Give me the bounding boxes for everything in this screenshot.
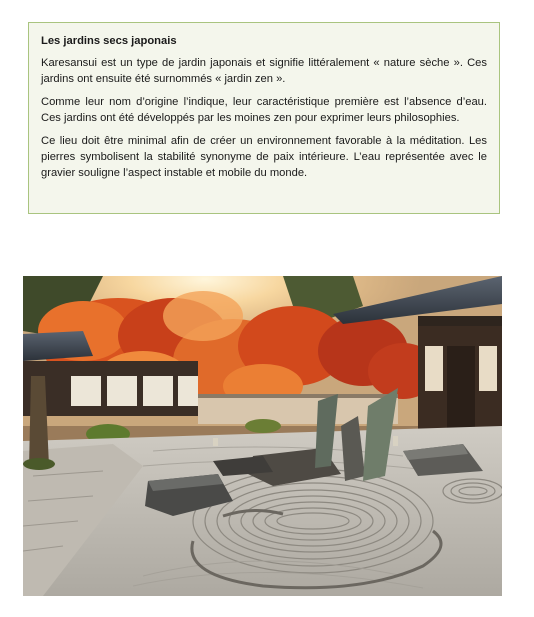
box-title: Les jardins secs japonais bbox=[41, 35, 177, 47]
zen-garden-photo bbox=[23, 276, 502, 596]
text-box bbox=[28, 22, 500, 214]
paragraph-origin: Comme leur nom d’origine l’indique, leur caractéristique première est l’absence d’eau. Ces jardins ont été développés par les moines zen pour exprimer leurs philosophies. bbox=[41, 96, 487, 124]
zen-garden-illustration bbox=[23, 276, 502, 596]
paragraph-intro: Karesansui est un type de jardin japonais et signifie littéralement « nature sèche ». Ces jardins ont ensuite été surnommés « jardin zen ». bbox=[41, 57, 487, 85]
paragraph-meditation: Ce lieu doit être minimal afin de créer un environnement favorable à la méditation. Les pierres symbolisent la stabilité synonyme de paix intérieure. L’eau représentée avec le gravier souligne l’aspect instable et mobile du monde. bbox=[41, 135, 487, 179]
